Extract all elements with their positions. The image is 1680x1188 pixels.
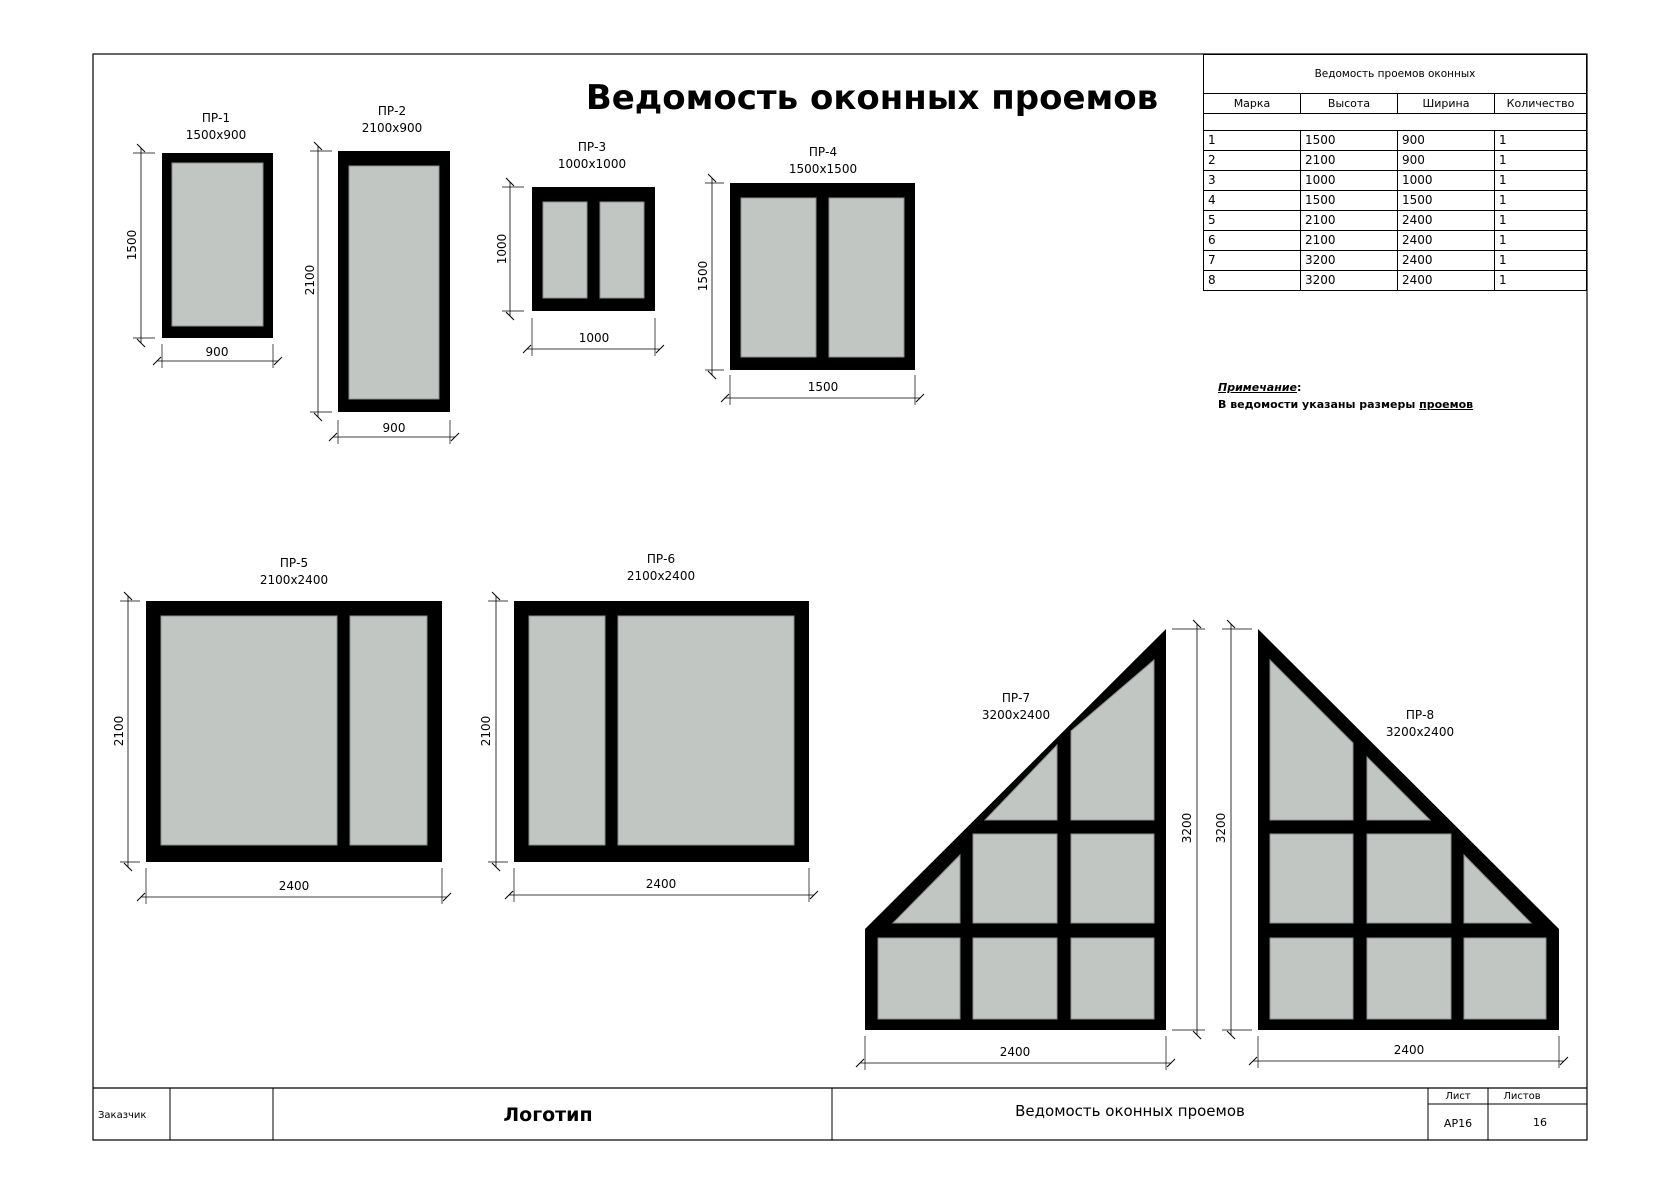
cell: 2400 [1398,271,1495,291]
window-pr-7 [860,624,1205,1070]
width-dimension [333,420,455,444]
window-glass [1071,834,1154,923]
cell: 1000 [1301,171,1398,191]
window-size: 2100x2400 [626,569,696,583]
cell: 8 [1204,271,1301,291]
cell: 1 [1495,271,1587,291]
cell: 5 [1204,211,1301,231]
height-dimension [112,596,140,867]
height-dimension [696,178,724,375]
cell: 1 [1495,251,1587,271]
title-block [93,1088,1587,1140]
cell: 2 [1204,151,1301,171]
sheets-label: Листов [1503,1091,1541,1102]
dimension-label: 2400 [999,1045,1031,1059]
cell: 2400 [1398,211,1495,231]
table-row [1204,231,1587,251]
window-mark: ПР-4 [808,145,838,159]
cell: 1000 [1398,171,1495,191]
window-glass [350,616,427,845]
window-glass [973,834,1057,923]
window-size: 1000x1000 [557,157,627,171]
window-glass [1464,855,1531,923]
window-glass [973,938,1057,1019]
cell: 3 [1204,171,1301,191]
window-pr-3 [495,140,660,356]
note [1218,379,1473,413]
window-mark: ПР-2 [377,104,407,118]
window-glass [1464,938,1546,1019]
window-glass [1367,938,1451,1019]
width-dimension [141,868,447,904]
window-mark: ПР-8 [1405,708,1435,722]
window-glass [172,163,263,326]
dimension-label: 3200 [1180,812,1194,844]
window-glass [529,616,605,845]
cell: 6 [1204,231,1301,251]
cell: 1 [1495,131,1587,151]
dimension-label: 1000 [495,233,509,265]
window-size: 2100x900 [361,121,423,135]
dimension-label: 1500 [125,229,139,261]
window-size: 1500x900 [185,128,247,142]
column-header-height: Высота [1301,94,1398,114]
cell: 1500 [1301,191,1398,211]
window-glass [1367,834,1451,923]
window-size: 2100x2400 [259,573,329,587]
width-dimension [725,375,920,405]
cell: 2100 [1301,231,1398,251]
customer-label: Заказчик [98,1110,147,1121]
window-glass [600,202,644,298]
window-size: 3200x2400 [981,708,1051,722]
page-title: Ведомость оконных проемов [585,78,1159,118]
window-glass [161,616,337,845]
table-row [1204,151,1587,171]
dimension-label: 1500 [807,380,839,394]
window-mark: ПР-1 [201,111,231,125]
table-row [1204,131,1587,151]
window-pr-1 [125,111,278,368]
width-dimension [527,318,660,356]
window-glass [1367,757,1430,820]
table-row [1204,191,1587,211]
window-mark: ПР-6 [646,552,676,566]
window-glass [1071,938,1154,1019]
window-glass [893,855,960,923]
window-glass [1270,938,1353,1019]
schedule-caption: Ведомость проемов оконных [1204,55,1587,94]
dimension-label: 1000 [578,331,610,345]
window-mark: ПР-5 [279,556,309,570]
cell: 2400 [1398,251,1495,271]
cell: 3200 [1301,271,1398,291]
column-header-width: Ширина [1398,94,1495,114]
window-glass [741,198,816,357]
width-dimension [1253,1036,1564,1068]
window-pr-6 [479,552,814,902]
window-glass [878,938,960,1019]
window-schedule-table [1203,54,1587,291]
cell: 900 [1398,131,1495,151]
column-header-mark: Марка [1204,94,1301,114]
dimension-label: 2100 [112,715,126,747]
dimension-label: 900 [205,345,229,359]
window-glass [618,616,794,845]
sheet-name: Ведомость оконных проемов [1015,1102,1245,1120]
cell: 1 [1495,231,1587,251]
dimension-label: 2100 [303,264,317,296]
width-dimension [157,344,278,368]
sheet-label: Лист [1445,1091,1471,1102]
column-header-quantity: Количество [1495,94,1587,114]
height-dimension [495,182,524,316]
window-pr-5 [112,556,447,904]
height-dimension [479,596,508,867]
window-pr-4 [696,145,920,405]
window-glass [829,198,904,357]
window-pr-8 [1214,624,1564,1068]
table-row [1204,171,1587,191]
cell: 1 [1204,131,1301,151]
window-glass [1270,834,1353,923]
dimension-label: 2400 [645,877,677,891]
cell: 900 [1398,151,1495,171]
width-dimension [509,868,814,902]
cell: 1 [1495,191,1587,211]
note-label: Примечание [1218,381,1297,394]
window-size: 1500x1500 [788,162,858,176]
table-row [1204,271,1587,291]
sheets-count: 16 [1533,1116,1547,1129]
height-dimension [125,148,155,343]
width-dimension [860,1036,1171,1070]
logo-placeholder: Логотип [503,1104,593,1126]
cell: 1500 [1301,131,1398,151]
cell: 1 [1495,211,1587,231]
table-row [1204,251,1587,271]
window-glass [349,166,439,399]
note-colon: : [1296,381,1302,394]
cell: 4 [1204,191,1301,211]
cell: 2400 [1398,231,1495,251]
height-dimension [303,146,332,417]
window-mark: ПР-7 [1001,691,1031,705]
cell: 1 [1495,151,1587,171]
note-underlined-word: проемов [1419,398,1474,411]
window-glass [543,202,587,298]
window-mark: ПР-3 [577,140,607,154]
height-dimension [1214,624,1252,1035]
dimension-label: 1500 [696,260,710,292]
cell: 7 [1204,251,1301,271]
dimension-label: 900 [382,421,406,435]
cell: 1500 [1398,191,1495,211]
height-dimension [1172,624,1205,1035]
window-glass [985,745,1057,820]
note-text: В ведомости указаны размеры [1218,398,1420,411]
table-spacer [1204,114,1587,131]
dimension-label: 2100 [479,715,493,747]
dimension-label: 2400 [1393,1043,1425,1057]
dimension-label: 3200 [1214,812,1228,844]
cell: 2100 [1301,211,1398,231]
table-row [1204,211,1587,231]
cell: 2100 [1301,151,1398,171]
dimension-label: 2400 [278,879,310,893]
cell: 3200 [1301,251,1398,271]
sheet-number: АР16 [1443,1117,1473,1130]
cell: 1 [1495,171,1587,191]
window-size: 3200x2400 [1385,725,1455,739]
window-pr-2 [303,104,455,444]
